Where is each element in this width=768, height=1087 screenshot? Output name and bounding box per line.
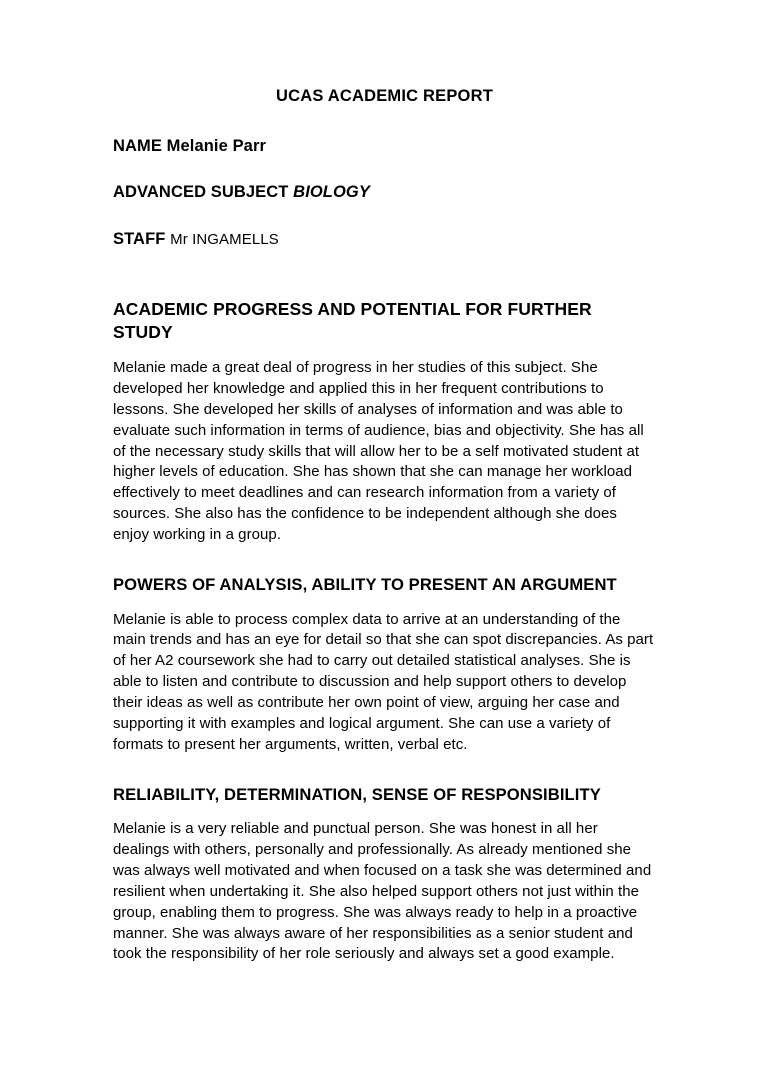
meta-value-staff: Mr INGAMELLS	[170, 230, 279, 248]
section-powers-of-analysis	[113, 574, 656, 756]
meta-line-name	[113, 136, 656, 157]
section-academic-progress	[113, 298, 656, 546]
spacer-before-sections	[113, 250, 656, 298]
section-body-reliability: Melanie is a very reliable and punctual person. She was honest in all her dealings with others, personally and professionally. As already mentioned she was always well motivated and when focused on a task she was determined and resilient when undertaking it. She also helped support others not just within the group, enabling them to progress. She was always ready to help in a proactive manner. She was always aware of her responsibilities as a senior student and took the responsibility of her role seriously and always set a good example.	[113, 820, 652, 963]
section-body-powers-of-analysis: Melanie is able to process complex data to arrive at an understanding of the main trends and has an eye for detail so that she can spot discrepancies. As part of her A2 coursework she had to carry out detailed statistical analyses. She is able to listen and contribute to discussion and help support others to develop their ideas as well as contribute her own point of view, arguing her case and supporting it with examples and logical argument. She can use a variety of formats to present her arguments, written, verbal etc.	[113, 610, 654, 753]
meta-label-name: NAME	[113, 136, 162, 155]
spacer-section-2-3	[113, 756, 656, 784]
section-body-academic-progress: Melanie made a great deal of progress in her studies of this subject. She developed her knowledge and applied this in her frequent contributions to lessons. She developed her skills of analyses of information and was able to evaluate such information in terms of audience, bias and objectivity. She has all of the necessary study skills that will allow her to be a self motivated student at higher levels of education. She has shown that she can manage her workload effectively to meet deadlines and can research information from a variety of sources. She also has the confidence to be independent although she does enjoy working in a group.	[113, 359, 644, 543]
section-heading-powers-of-analysis: POWERS OF ANALYSIS, ABILITY TO PRESENT AN ARGUMENT	[113, 574, 617, 594]
section-heading-reliability: RELIABILITY, DETERMINATION, SENSE OF RESPONSIBILITY	[113, 784, 601, 804]
meta-label-staff: STAFF	[113, 229, 166, 248]
meta-label-advanced-subject: ADVANCED SUBJECT	[113, 183, 289, 202]
spacer-section-1-2	[113, 546, 656, 574]
meta-value-name: Melanie Parr	[166, 136, 267, 155]
section-reliability	[113, 784, 656, 966]
page-title: UCAS ACADEMIC REPORT	[276, 87, 493, 105]
meta-line-advanced-subject	[113, 182, 656, 203]
section-heading-academic-progress: ACADEMIC PROGRESS AND POTENTIAL FOR FURTHER STUDY	[113, 298, 592, 343]
meta-line-staff	[113, 229, 656, 250]
document-content	[113, 86, 656, 965]
meta-value-advanced-subject: BIOLOGY	[293, 183, 370, 202]
